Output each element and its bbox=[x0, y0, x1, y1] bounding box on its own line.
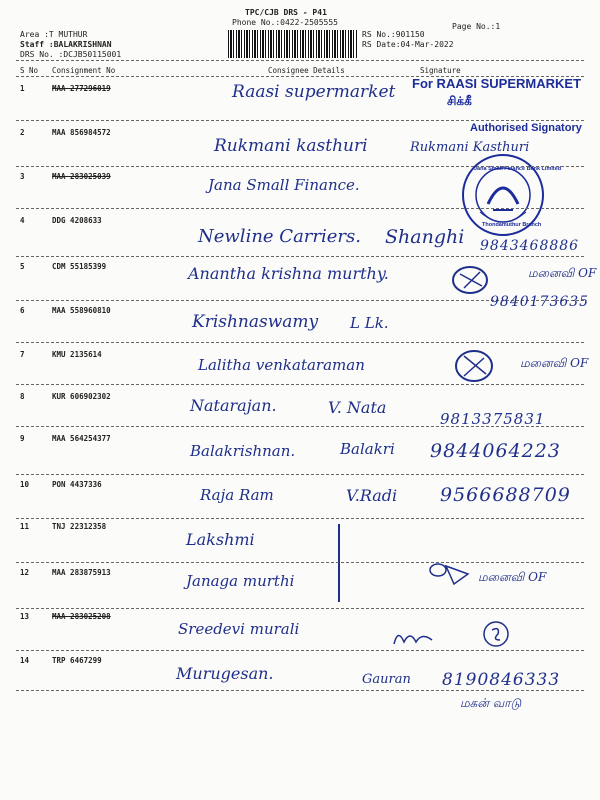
row-7-thumbprint-icon bbox=[452, 348, 496, 384]
row-6-consignee: Krishnaswamy bbox=[192, 312, 319, 332]
row-8-signature: V. Nata bbox=[328, 398, 387, 417]
row-10-signature: V.Radi bbox=[346, 486, 398, 505]
row-14-note: மகன் வாடு bbox=[460, 696, 522, 710]
row-11-sno: 11 bbox=[20, 522, 30, 531]
row-8-phone: 9813375831 bbox=[440, 410, 546, 428]
row-divider bbox=[16, 474, 584, 475]
row-7-sno: 7 bbox=[20, 350, 25, 359]
row-13-sno: 13 bbox=[20, 612, 30, 621]
rs-date: RS Date:04-Mar-2022 bbox=[362, 40, 454, 49]
row-14-signature: Gauran bbox=[362, 672, 411, 687]
row-5-consignee: Anantha krishna murthy. bbox=[188, 264, 389, 283]
row-14-consignment: TRP 6467299 bbox=[52, 656, 102, 665]
row-12-sno: 12 bbox=[20, 568, 30, 577]
phone-number: Phone No.:0422-2505555 bbox=[232, 18, 338, 27]
row-divider bbox=[16, 690, 584, 691]
row-divider bbox=[16, 426, 584, 427]
row-divider bbox=[16, 256, 584, 257]
row-7-consignment: KMU 2135614 bbox=[52, 350, 102, 359]
row-divider bbox=[16, 518, 584, 519]
row-13-signature-mark bbox=[388, 620, 528, 654]
row-divider bbox=[16, 120, 584, 121]
row-12-thumbprint-icon bbox=[424, 556, 474, 588]
row-divider bbox=[16, 342, 584, 343]
row-4-phone: 9843468886 bbox=[480, 238, 580, 254]
row-9-consignee: Balakrishnan. bbox=[190, 442, 296, 460]
column-sno: S No bbox=[20, 66, 39, 75]
row-5-sno: 5 bbox=[20, 262, 25, 271]
row-12-consignee: Janaga murthi bbox=[186, 572, 295, 590]
area-label: Area :T MUTHUR bbox=[20, 30, 88, 39]
row-6-sno: 6 bbox=[20, 306, 25, 315]
row-8-sno: 8 bbox=[20, 392, 25, 401]
company-stamp: For RAASI SUPERMARKET bbox=[412, 76, 582, 91]
staff-label: Staff :BALAKRISHNAN bbox=[20, 40, 112, 49]
row-8-consignment: KUR 606902302 bbox=[52, 392, 111, 401]
row-9-signature: Balakri bbox=[340, 440, 395, 458]
row-14-phone: 8190846333 bbox=[442, 670, 561, 690]
row-12-note: மனைவி OF bbox=[478, 570, 547, 584]
row-divider bbox=[16, 166, 584, 167]
row-10-phone: 9566688709 bbox=[440, 484, 571, 506]
row-13-consignee: Sreedevi murali bbox=[178, 620, 300, 638]
row-1-consignee: Raasi supermarket bbox=[232, 82, 396, 102]
row-6-phone: 9840173635 bbox=[490, 294, 590, 310]
row-10-consignee: Raja Ram bbox=[200, 486, 274, 504]
row-14-consignee: Murugesan. bbox=[176, 664, 274, 683]
row-10-sno: 10 bbox=[20, 480, 30, 489]
column-signature: Signature bbox=[420, 66, 461, 75]
column-consignment: Consignment No bbox=[52, 66, 116, 75]
row-12-consignment: MAA 283875913 bbox=[52, 568, 111, 577]
row-1-sno: 1 bbox=[20, 84, 25, 93]
row-2-consignment: MAA 856984572 bbox=[52, 128, 111, 137]
row-14-sno: 14 bbox=[20, 656, 30, 665]
row-9-phone: 9844064223 bbox=[430, 440, 561, 462]
row-7-note: மனைவி OF bbox=[520, 356, 589, 370]
row-9-sno: 9 bbox=[20, 434, 25, 443]
row-13-consignment: MAA 283025208 bbox=[52, 612, 111, 621]
row-9-consignment: MAA 564254377 bbox=[52, 434, 111, 443]
row-5-thumbprint-icon bbox=[450, 264, 492, 296]
drs-number: DRS No. :DCJB50115001 bbox=[20, 50, 122, 59]
bank-seal-ring-text: Jana Small Finance Bank Limited bbox=[474, 166, 562, 172]
row-divider bbox=[16, 384, 584, 385]
row-3-consignee: Jana Small Finance. bbox=[208, 176, 360, 194]
row-11-consignee: Lakshmi bbox=[186, 530, 255, 549]
barcode-image bbox=[228, 30, 358, 58]
page-number: Page No.:1 bbox=[452, 22, 501, 31]
row-6-signature: L Lk. bbox=[350, 314, 389, 332]
row-divider bbox=[16, 208, 584, 209]
row-divider bbox=[16, 650, 584, 651]
row-3-sno: 3 bbox=[20, 172, 25, 181]
row-6-consignment: MAA 558960810 bbox=[52, 306, 111, 315]
row-4-signature: Shanghi bbox=[385, 226, 465, 248]
bank-seal-branch: Thondamuthur Branch bbox=[482, 222, 542, 228]
row-10-consignment: PON 4437336 bbox=[52, 480, 102, 489]
row-4-consignee: Newline Carriers. bbox=[198, 226, 361, 247]
rs-number: RS No.:901150 bbox=[362, 30, 425, 39]
header-top-rule bbox=[16, 60, 584, 61]
row-1-consignment: MAA 277296019 bbox=[52, 84, 111, 93]
authorised-signatory: Authorised Signatory bbox=[470, 122, 582, 134]
row-divider bbox=[16, 608, 584, 609]
row-7-consignee: Lalitha venkataraman bbox=[198, 356, 365, 374]
company-stamp-tamil: சிக்கீ bbox=[447, 94, 472, 108]
row-2-sno: 2 bbox=[20, 128, 25, 137]
row-11-consignment: TNJ 22312358 bbox=[52, 522, 107, 531]
row-4-sno: 4 bbox=[20, 216, 25, 225]
row-8-consignee: Natarajan. bbox=[190, 396, 277, 415]
row-2-signature: Rukmani Kasthuri bbox=[410, 140, 530, 155]
row-4-consignment: DDG 4208633 bbox=[52, 216, 102, 225]
row-5-note: மனைவி OF bbox=[528, 266, 597, 280]
row-divider bbox=[16, 562, 584, 563]
column-consignee-details: Consignee Details bbox=[268, 66, 345, 75]
drs-title: TPC/CJB DRS - P41 bbox=[245, 8, 327, 17]
row-5-consignment: CDM 55185399 bbox=[52, 262, 107, 271]
rows-11-12-bracket bbox=[338, 524, 340, 602]
row-2-consignee: Rukmani kasthuri bbox=[214, 136, 368, 156]
row-3-consignment: MAA 283025039 bbox=[52, 172, 111, 181]
